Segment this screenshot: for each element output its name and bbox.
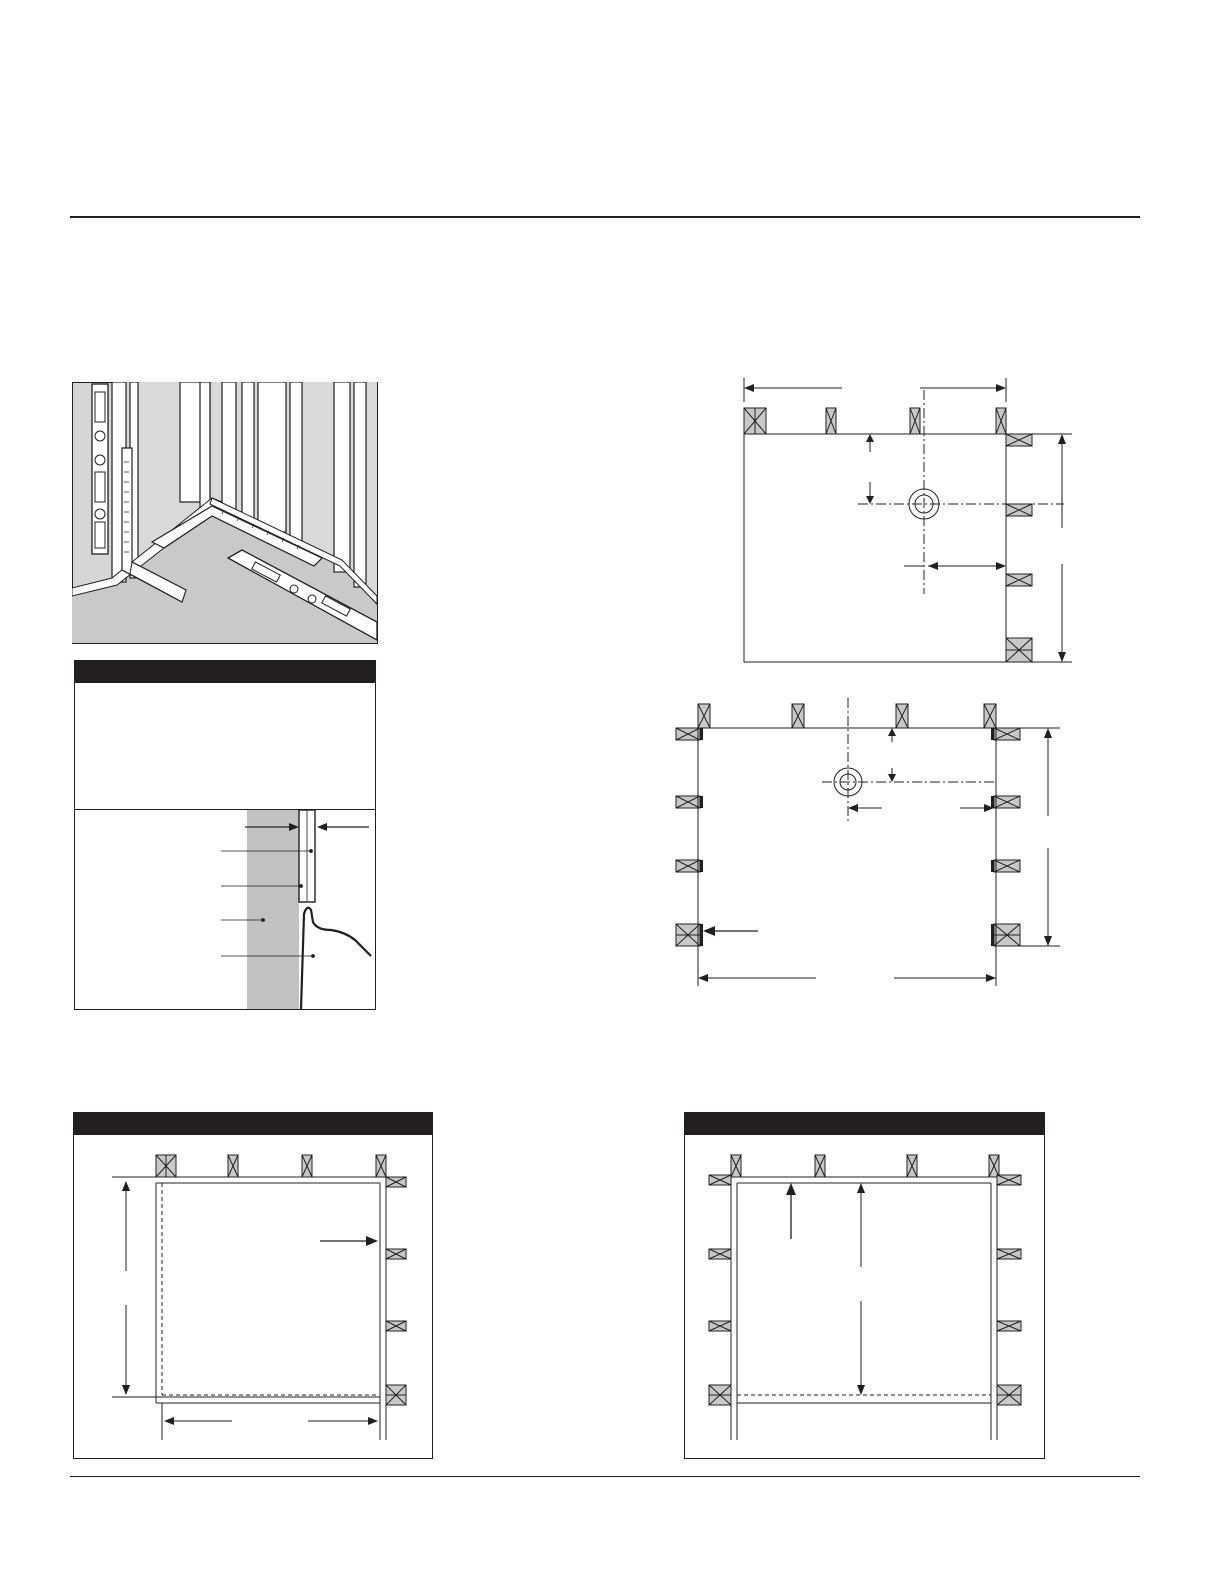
framing-right-header-band — [685, 1113, 1044, 1135]
header-divider — [70, 216, 1140, 218]
plan-view-lower — [672, 698, 1064, 994]
tools-illustration — [72, 382, 378, 644]
finish-detail-header-band — [75, 661, 375, 683]
stud-plan-with-drain-icon — [672, 698, 1064, 994]
framing-detail-right — [684, 1112, 1045, 1459]
plan-view-upper — [732, 374, 1082, 666]
framing-left-header-band — [74, 1113, 432, 1135]
footer-divider — [70, 1476, 1140, 1477]
framing-out-of-square-icon — [74, 1135, 432, 1458]
level-and-framing-square-icon — [72, 382, 378, 644]
wall-finish-section-icon — [75, 810, 375, 1009]
stud-plan-with-drain-icon — [732, 374, 1082, 666]
finish-detail-box — [74, 660, 376, 1010]
framing-out-of-square-icon — [685, 1135, 1044, 1458]
framing-detail-left — [73, 1112, 433, 1459]
